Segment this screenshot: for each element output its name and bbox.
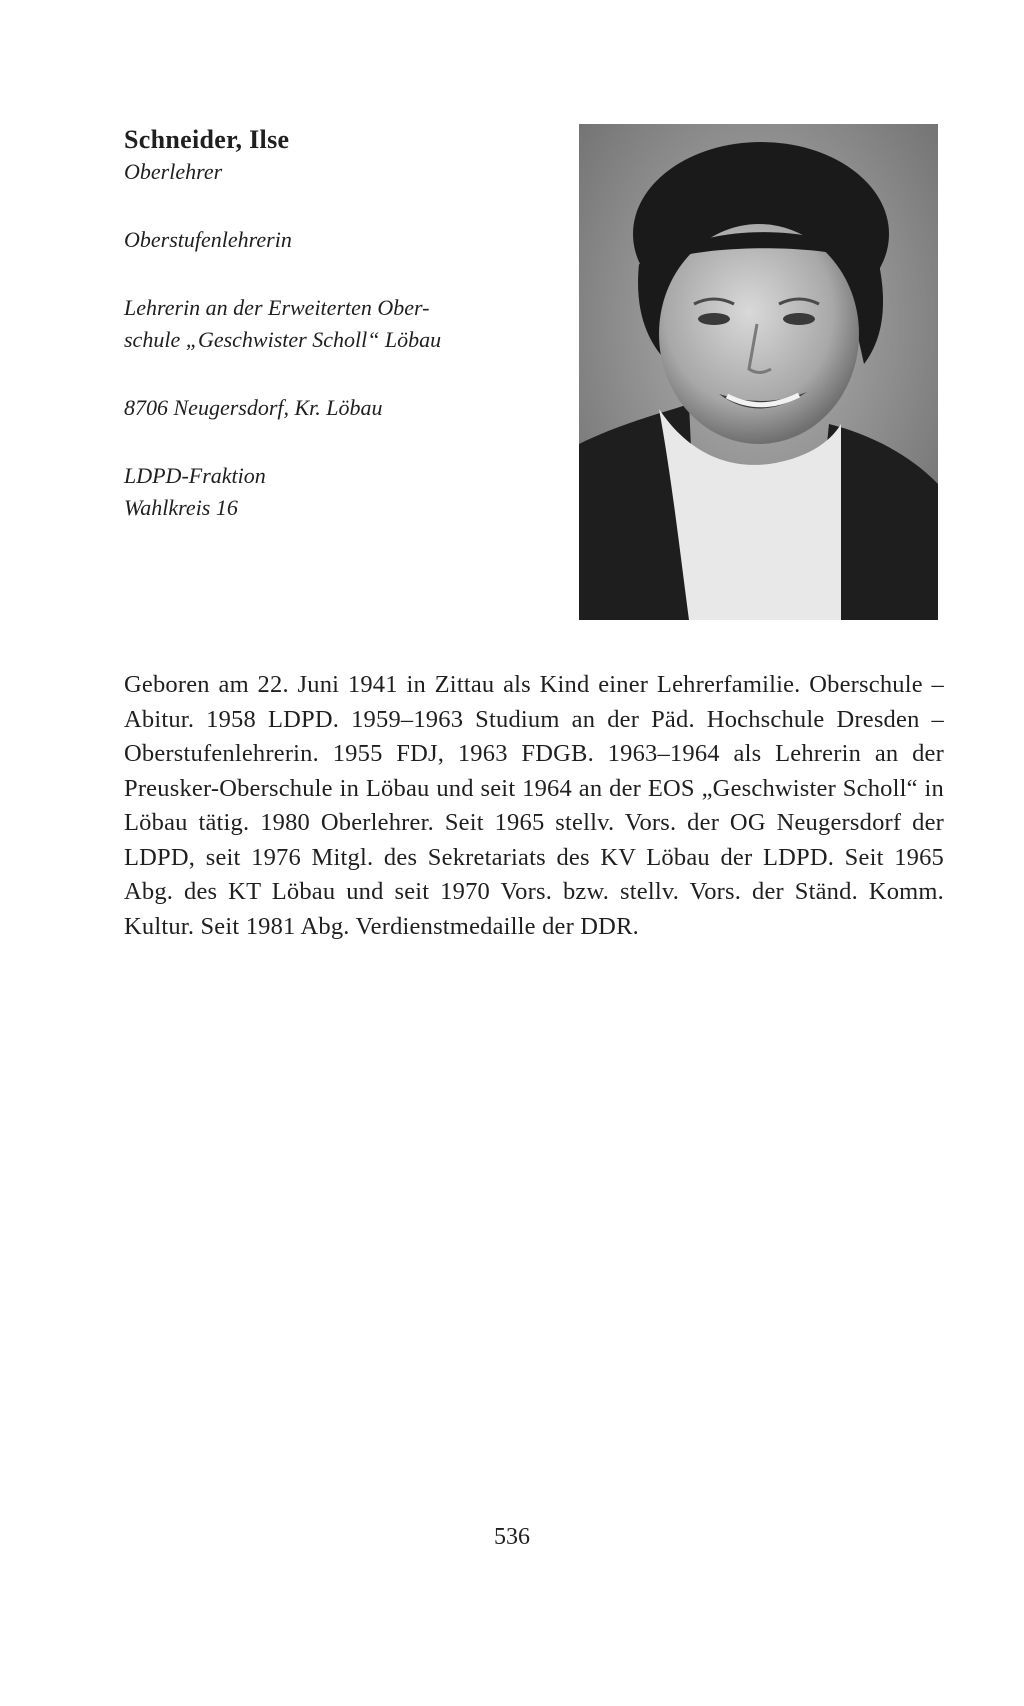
person-faction: LDPD-Fraktion [124, 463, 266, 488]
portrait-illustration [579, 124, 938, 620]
page-number: 536 [494, 1524, 530, 1550]
biography-text: Geboren am 22. Juni 1941 in Zittau als Kind einer Lehrerfamilie. Oberschule – Abitur. 1958 LDPD. 1959–1963 Studium an der Päd. Hochschule Dresden – Oberstufenlehrerin. 1955 FDJ, 1963 FDGB. 1963–1964 als Lehrerin an der Preusker-Oberschule in Löbau und seit 1964 an der EOS „Geschwister Scholl“ in Löbau tätig. 1980 Oberlehrer. Seit 1965 stellv. Vors. der OG Neugersdorf der LDPD, seit 1976 Mitgl. des Sekretariats des KV Löbau der LDPD. Seit 1965 Abg. des KT Löbau und seit 1970 Vors. bzw. stellv. Vors. der Ständ. Komm. Kultur. Seit 1981 Abg. Verdienstmedaille der DDR. [124, 671, 944, 940]
person-address: 8706 Neugersdorf, Kr. Löbau [124, 395, 383, 420]
person-name: Schneider, Ilse [124, 125, 290, 154]
portrait-photo [579, 124, 938, 620]
person-position-line-2: schule „Geschwister Scholl“ Löbau [124, 327, 442, 352]
entry-header [124, 124, 564, 524]
person-qualification: Oberstufenlehrerin [124, 227, 292, 252]
person-constituency: Wahlkreis 16 [124, 495, 238, 520]
person-position-line-1: Lehrerin an der Erweiterten Ober- [124, 295, 430, 320]
person-title: Oberlehrer [124, 159, 223, 184]
